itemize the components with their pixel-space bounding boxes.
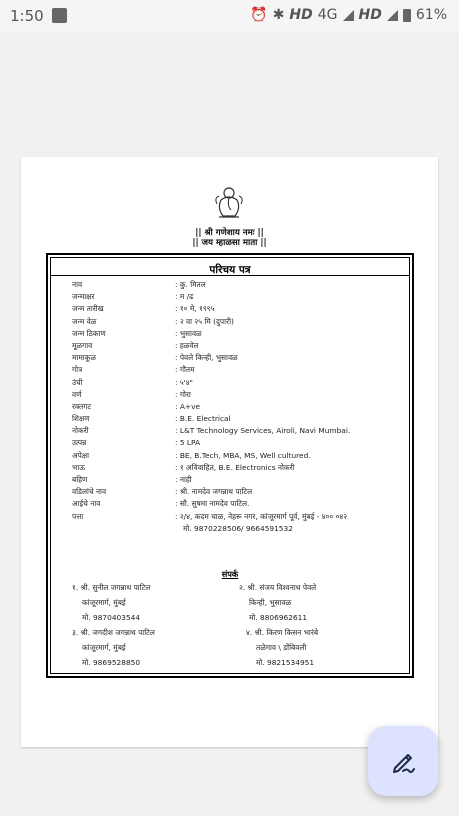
battery-level: 61% <box>415 7 447 23</box>
contact-3-name: ३. श्री. जगदीश जगन्नाथ पाटिल <box>72 628 155 637</box>
field-row <box>72 328 412 340</box>
field-label: नोकरी <box>72 426 89 436</box>
hd-label-2: HD <box>358 7 382 23</box>
field-row <box>72 413 412 425</box>
contact-4-place: तळेगाव \ डोंबिवली <box>256 643 307 652</box>
biodata-frame-inner <box>50 257 410 674</box>
ganesha-logo-icon <box>211 184 247 220</box>
field-label: वडिलांचे नाव <box>72 487 107 497</box>
edit-pen-icon <box>389 747 417 775</box>
field-value: : १ अविवाहित, B.E. Electronics नोकरी <box>175 462 295 472</box>
field-label: जन्म ठिकाण <box>72 328 106 338</box>
field-value: : गोरा <box>175 389 191 399</box>
contact-title: संपर्क <box>221 569 239 579</box>
status-time: 1:50 <box>10 7 44 25</box>
field-value: : 5 LPA <box>175 438 201 448</box>
field-value-phone: मो. 9870228506/ 9664591532 <box>183 523 293 533</box>
field-row <box>72 462 412 474</box>
field-row <box>72 425 412 437</box>
field-row <box>72 340 412 352</box>
field-row <box>72 291 412 303</box>
field-row <box>72 450 412 462</box>
field-row-address <box>72 511 412 535</box>
field-label: उंची <box>72 377 83 387</box>
invocation-line: || श्री गणेशाय नमः || <box>195 228 264 238</box>
field-label: बहिण <box>72 475 88 484</box>
field-row <box>72 437 412 449</box>
field-value: : A+ve <box>175 401 201 411</box>
contact-4-phone: मो. 9821534951 <box>256 658 315 667</box>
field-label: भाऊ <box>72 462 85 472</box>
field-value: : १० मे, १९९५ <box>175 304 215 314</box>
field-label: आईचे नाव <box>72 499 101 509</box>
contact-3-phone: मो. 9869528850 <box>82 658 141 667</box>
field-value: : भुसावळ <box>175 328 202 338</box>
contact-1-name: १. श्री. सुनील जगन्नाथ पाटिल <box>72 583 151 592</box>
field-label: शिक्षण <box>72 414 90 424</box>
hd-label-1: HD <box>289 7 313 23</box>
battery-icon <box>403 9 411 22</box>
field-row <box>72 401 412 413</box>
biodata-title: परिचय पत्र <box>209 264 251 276</box>
field-value: : BE, B.Tech, MBA, MS, Well cultured. <box>175 450 311 460</box>
field-value: : ५'४" <box>175 377 193 387</box>
field-row <box>72 316 412 328</box>
field-value: : L&T Technology Services, Airoli, Navi Mumbai. <box>175 426 351 436</box>
notification-icon <box>52 8 67 23</box>
field-label: नाव <box>72 280 83 289</box>
field-label: पत्ता <box>72 511 84 521</box>
status-bar <box>0 0 459 32</box>
field-value: : श्री. नामदेव जगन्नाथ पाटिल <box>175 487 253 497</box>
title-divider <box>51 275 409 276</box>
field-label: उत्पन्न <box>72 438 87 448</box>
network-label: 4G <box>317 7 338 23</box>
invocation-line-2: || जय म्हाळसा माता || <box>192 238 267 248</box>
field-label: अपेक्षा <box>72 450 90 460</box>
field-value: : कु. मितल <box>175 280 206 289</box>
field-value: : B.E. Electrical <box>175 414 231 424</box>
bluetooth-icon: ✱ <box>272 7 285 23</box>
field-label: गोत्र <box>72 365 83 375</box>
field-value: : २/४, कदम चाळ, नेहरू नगर, कांजूरमार्ग पूर्व, मुंबई - ४०० ०४२ <box>175 511 348 521</box>
field-row <box>72 352 412 364</box>
field-row <box>72 303 412 315</box>
contact-3-place: कांजूरमार्ग, मुंबई <box>82 643 126 652</box>
biodata-frame <box>46 253 414 678</box>
field-value: : म /ढ <box>175 292 194 302</box>
field-label: जन्माक्षर <box>72 292 95 302</box>
field-row <box>72 474 412 486</box>
field-value: : सौ. सुषमा नामदेव पाटिल. <box>175 499 250 509</box>
field-value: : २ वा २५ मि (दुपारी) <box>175 316 234 326</box>
document-page[interactable] <box>21 157 438 747</box>
field-row <box>72 498 412 510</box>
field-row <box>72 377 412 389</box>
contact-2-name: २. श्री. संजय विश्वनाथ पेवले <box>239 583 317 592</box>
signal-icon-1 <box>343 10 354 21</box>
field-row <box>72 279 412 291</box>
field-label: मूळगाव <box>72 340 93 350</box>
biodata-fields <box>72 279 412 535</box>
field-row <box>72 389 412 401</box>
field-label: रक्तगट <box>72 401 92 411</box>
edit-fab-button[interactable] <box>368 726 438 796</box>
field-label: मामाकूळ <box>72 353 96 363</box>
field-value: : हळवेल <box>175 340 199 350</box>
field-value: : गौतम <box>175 365 195 375</box>
field-label: वर्ण <box>72 389 82 399</box>
contact-1-place: कांजूरमार्ग, मुंबई <box>82 598 126 607</box>
field-row <box>72 486 412 498</box>
field-label: जन्म वेळ <box>72 316 97 326</box>
field-value: : नाही <box>175 475 192 484</box>
contact-2-place: किन्ही, भुसावळ <box>249 598 292 607</box>
field-value: : पेवले किन्ही, भुसावळ <box>175 353 238 363</box>
signal-icon-2 <box>387 10 398 21</box>
contact-2-phone: मो. 8806962611 <box>249 613 308 622</box>
contact-4-name: ४. श्री. किरण किसन भारंबे <box>246 628 319 637</box>
status-icons <box>250 7 447 23</box>
field-label: जन्म तारीख <box>72 304 104 314</box>
contact-1-phone: मो. 9870403544 <box>82 613 141 622</box>
alarm-icon: ⏰ <box>250 7 268 23</box>
field-row <box>72 364 412 376</box>
